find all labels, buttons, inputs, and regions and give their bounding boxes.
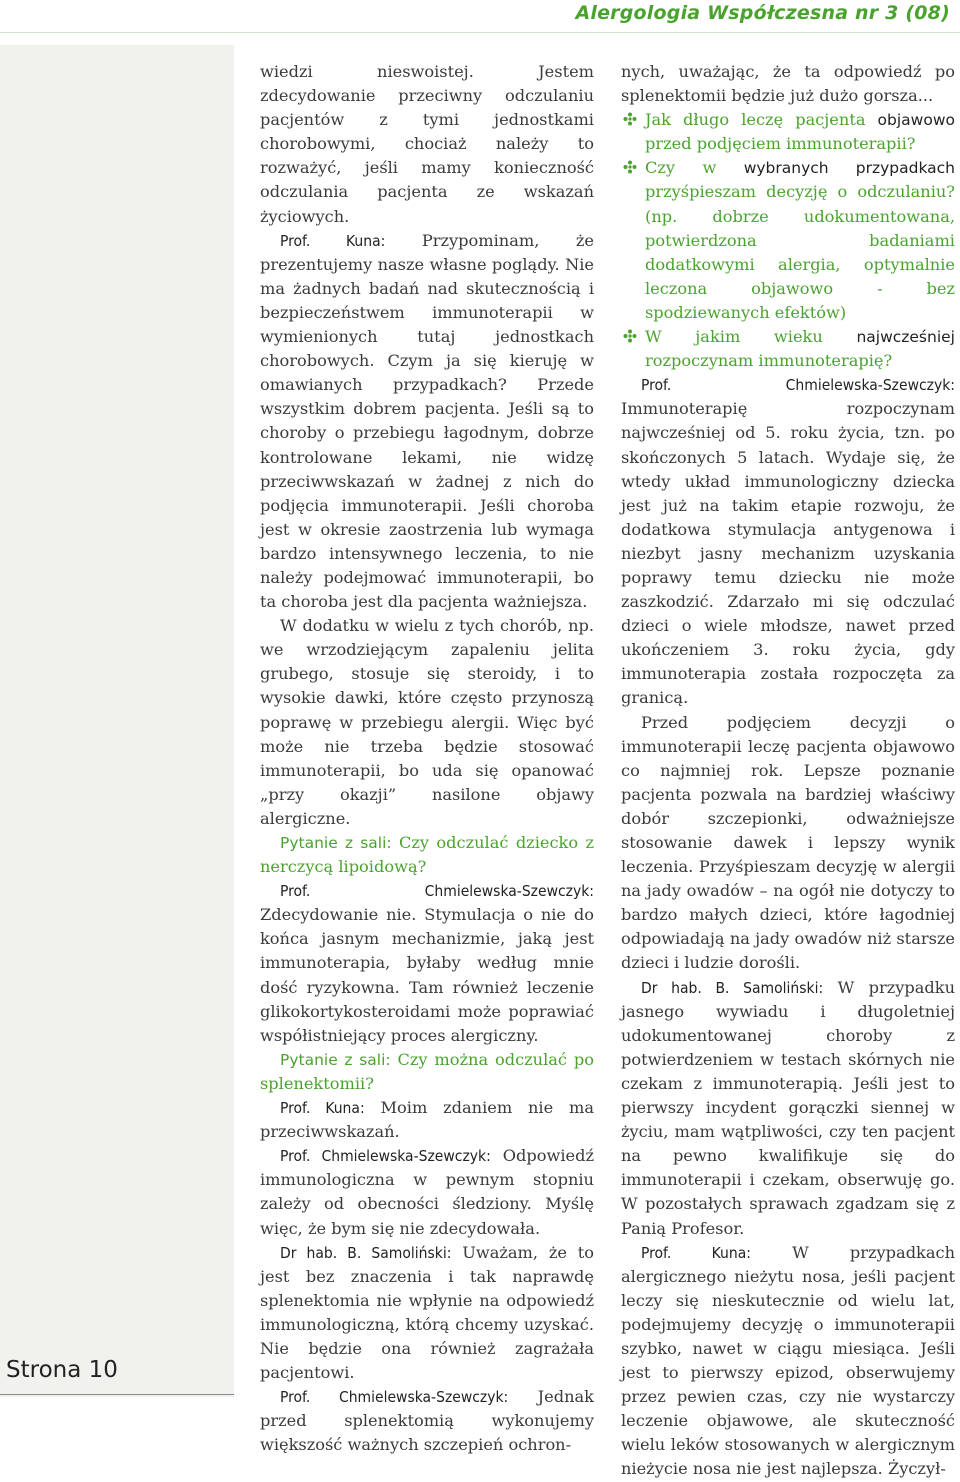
paragraph <box>621 60 955 108</box>
statement <box>260 229 594 615</box>
audience-question <box>260 831 594 879</box>
statement-text: W przypadkach alergicznego nieżytu nosa, jeśli pacjent leczy się nieskutecznie od wielu lat, podejmujemy decyzję o immunoterapii szybko, nawet w ciągu miesiąca. Jeśli jest to pierwszy epizod, obserwujemy przez pewien czas, czy nie wystarczy leczenie objawowe, ale skuteczność wielu leków stosowanych w alergicznym nieżycie nosa nie jest najlepsza. Życzył- <box>621 1242 956 1479</box>
page-number: Strona 10 <box>6 1357 118 1383</box>
statement-text: Zdecydowanie nie. Stymulacja o nie do końca jasnym mechanizmie, jaką jest immunoterapia, byłaby według mnie dość ryzykowna. Tam również leczenie glikokortykosteroidami może poprawiać współistniejący proces alergiczny. <box>260 905 594 1045</box>
bullet-highlight: najwcześniej <box>856 328 955 347</box>
statement <box>621 373 955 710</box>
bullet-highlight: objawowo <box>877 111 955 130</box>
speaker-name: Prof. Chmielewska-Szewczyk: <box>280 1388 509 1407</box>
bullet-highlight: wybranych przypadkach <box>743 159 955 178</box>
statement-text: Przypominam, że prezentujemy nasze własne poglądy. Nie ma żadnych badań nad skutecznością i bezpieczeństwem immunoterapii w wymienionych tutaj jednostkach chorobowych. Czym ja się kieruję w omawianych przypadkach? Przede wszystkim dobrem pacjenta. Jeśli są to choroby o przebiegu łagodnym, dobrze kontrolowane lekami, nie widzę przeciwwskazań w żadnej z nich do podjęcia immunoterapii. Jeśli choroba jest w okresie zaostrzenia lub wymaga bardzo intensywnego leczenia, to nie należy podejmować immunoterapii, bo ta choroba jest dla pacjenta ważniejsza. <box>260 230 594 612</box>
speaker-name: Prof. Chmielewska-Szewczyk: <box>641 376 955 395</box>
paragraph-text: W dodatku w wielu z tych chorób, np. we wrzodziejącym zapaleniu jelita grubego, stosuje się steroidy, i to wysokie dawki, które często przynoszą poprawę w przebiegu alergii. Więc być może nie trzeba będzie stosować immunoterapii, bo uda się opanować „przy okazji” nasilone objawy alergiczne. <box>260 616 594 828</box>
page-header <box>0 0 960 33</box>
statement-text: W przypadku jasnego wywiadu i długoletniej udokumentowanej choroby z potwierdzeniem w testach skórnych nie czekam z immunoterapią. Jeśli jest to pierwszy incydent gorączki siennej w życiu, mam wątpliwości, czy ten pacjent na pewno kwalifikuje się do immunoterapii i czekam, obserwuję go. W pozostałych sprawach zgadzam się z Panią Profesor. <box>621 977 955 1238</box>
statement-text: Immunoterapię rozpoczynam najwcześniej od 5. roku życia, tzn. po skończonych 5 latach. Wydaje się, że wtedy układ immunologiczny dziecka jest już na takim etapie rozwoju, że dodatkowa stymulacja antygenowa i niezbyt jasny mechanizm uzyskania poprawy temu dziecku nie może zaszkodzić. Zdarzało mi się odczulać dzieci o wiele młodsze, nawet przed ukończeniem 3. roku życia, gdy immunoterapia została rozpoczęta za granicą. <box>621 399 955 708</box>
bullet-text: Jak długo leczę pacjenta <box>645 110 878 130</box>
speaker-name: Prof. Chmielewska-Szewczyk: <box>280 1147 491 1166</box>
statement-text: Uważam, że to jest bez znaczenia i tak naprawdę splenektomia nie wpłynie na odpowiedź immunologiczną, którą chcemy uzyskać. Nie będzie ona również zagrażała pacjentowi. <box>260 1242 594 1383</box>
speaker-name: Dr hab. B. Samoliński: <box>641 978 824 997</box>
statement <box>621 976 955 1241</box>
statement <box>621 1241 955 1482</box>
question-bullet <box>621 325 955 373</box>
statement <box>260 1241 594 1386</box>
left-margin-strip <box>0 45 234 1397</box>
question-text: Czy odczulać dziecko z nerczycą lipoidową? <box>260 833 594 877</box>
bullet-text: przyśpieszam decyzję o odczulaniu? (np. dobrze udokumentowana, potwierdzona badaniami dodatkowymi alergia, optymalnie leczona objawowo - bez spodziewanych efektów) <box>645 182 955 322</box>
speaker-name: Prof. Kuna: <box>641 1243 751 1262</box>
bullet-text: Czy w <box>645 158 744 178</box>
question-label: Pytanie z sali: <box>280 1050 391 1069</box>
diamond-bullet-icon <box>623 112 637 126</box>
question-bullet <box>621 108 955 156</box>
statement <box>260 879 594 1048</box>
paragraph <box>621 711 955 976</box>
bullet-text: przed podjęciem immunoterapii? <box>645 134 916 154</box>
statement <box>260 1385 594 1457</box>
right-column <box>621 60 955 1482</box>
statement-text: Odpowiedź immunologiczna w pewnym stopniu zależy od obecności śledziony. Myślę więc, że bym się nie zdecydowała. <box>260 1146 594 1238</box>
paragraph-text: Przed podjęciem decyzji o immunoterapii leczę pacjenta objawowo co najmniej rok. Lepsze poznanie pacjenta pozwala na bardziej właściwy dobór szczepionki, odważniejsze stosowanie dawek i lepszy wynik leczenia. Przyśpieszam decyzję w alergii na jady owadów – na ogół nie dotyczy to bardzo małych dzieci, które łagodniej odpowiadają na jady owadów niż starsze dzieci i ludzie dorośli. <box>621 712 955 973</box>
statement-text: Moim zdaniem nie ma przeciwwskazań. <box>260 1098 595 1142</box>
journal-title: Alergologia Współczesna nr 3 (08) <box>575 2 950 24</box>
paragraph-text: nych, uważając, że ta odpowiedź po splenektomii będzie już dużo gorsza... <box>621 62 955 106</box>
page-number-rule <box>0 1394 234 1395</box>
question-bullet <box>621 156 955 325</box>
statement-text: Jednak przed splenektomią wykonujemy większość ważnych szczepień ochron- <box>260 1387 594 1455</box>
speaker-name: Prof. Kuna: <box>280 1099 365 1118</box>
bullet-text: rozpoczynam immunoterapię? <box>645 351 893 371</box>
speaker-name: Prof. Kuna: <box>280 231 386 250</box>
paragraph <box>260 60 594 229</box>
speaker-name: Dr hab. B. Samoliński: <box>280 1243 452 1262</box>
statement <box>260 1096 594 1144</box>
question-text: Czy można odczulać po splenektomii? <box>260 1049 594 1093</box>
diamond-bullet-icon <box>623 329 637 343</box>
statement <box>260 1144 594 1240</box>
diamond-bullet-icon <box>623 160 637 174</box>
speaker-name: Prof. Chmielewska-Szewczyk: <box>280 882 594 901</box>
question-label: Pytanie z sali: <box>280 834 392 852</box>
audience-question <box>260 1048 594 1096</box>
paragraph <box>260 614 594 831</box>
left-column <box>260 60 594 1457</box>
bullet-text: W jakim wieku <box>645 327 857 347</box>
paragraph-text: wiedzi nieswoistej. Jestem zdecydowanie przeciwny odczulaniu pacjentów z tymi jednostkami chorobowymi, chociaż należy to rozważyć, jeśli mamy konieczność odczulania pacjenta ze wskazań życiowych. <box>260 62 594 226</box>
